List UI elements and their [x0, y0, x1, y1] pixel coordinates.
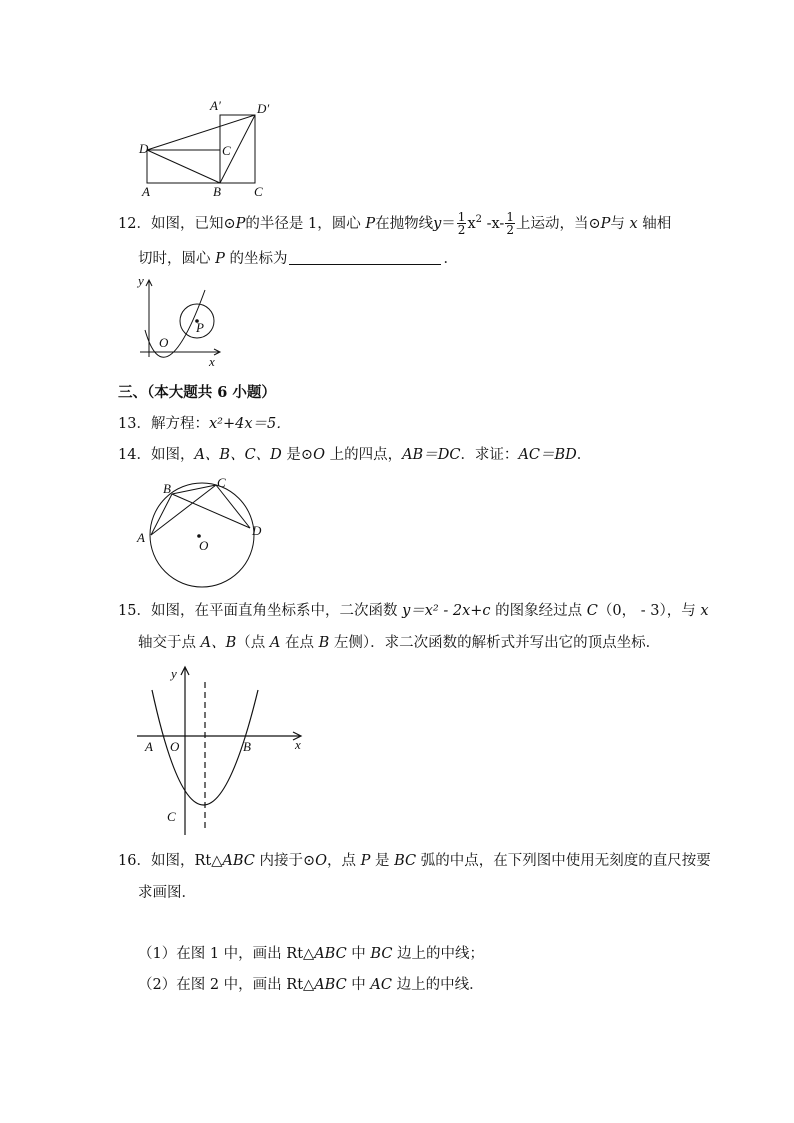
- q12-P: P: [365, 215, 376, 232]
- q16-line-2: 求画图．: [138, 885, 196, 901]
- section-heading: 三、（本大题共 6 小题）: [118, 384, 276, 401]
- q14-points: A、B、C、D: [194, 447, 282, 463]
- q12-text: 与: [610, 215, 630, 232]
- q16-text: 是: [370, 853, 395, 869]
- q12-text: 轴相: [637, 215, 672, 232]
- q16-text: 边上的中线；: [392, 946, 485, 962]
- q15-AB: A、B: [200, 635, 237, 651]
- q14-text: ．: [576, 447, 592, 463]
- q15-x: x: [700, 603, 709, 619]
- q14-line: [118, 445, 591, 465]
- label-D-prime: D′: [257, 101, 270, 116]
- q14-text: 上的四点，: [324, 447, 403, 463]
- q16-ABC: ABC: [314, 977, 347, 993]
- q12-text: 的坐标为: [224, 251, 288, 267]
- figure-q15-parabola: [135, 660, 310, 840]
- q16-P: P: [360, 853, 371, 869]
- q14-given: AB＝DC: [402, 447, 461, 463]
- q12-sup: 2: [475, 214, 482, 225]
- q16-text: （2）在图 2 中，画出 Rt△: [138, 977, 315, 993]
- answer-blank[interactable]: [289, 250, 441, 265]
- q13-line: [118, 414, 291, 434]
- q14-prove: AC＝BD: [518, 447, 577, 463]
- q15-text: 轴交于点: [138, 635, 201, 651]
- label-B: B: [213, 184, 221, 199]
- q15-line-1: [118, 601, 709, 621]
- q12-text: 12．如图，已知⊙: [118, 215, 236, 232]
- label-O: O: [159, 335, 169, 350]
- q16-text: （1）在图 1 中，画出 Rt△: [138, 946, 315, 962]
- label-y: y: [171, 666, 177, 681]
- fraction-half-1: $\frac{1}{2}$: [457, 210, 466, 238]
- q12-P: P: [215, 251, 225, 267]
- label-y: y: [138, 273, 144, 288]
- q13-text: 13．解方程：: [118, 416, 209, 432]
- q16-text: 边上的中线．: [391, 977, 484, 993]
- fraction-half-2: $\frac{1}{2}$: [506, 210, 514, 238]
- q14-O: O: [313, 447, 325, 463]
- label-B: B: [163, 481, 171, 496]
- label-x: x: [209, 354, 215, 369]
- label-D: D: [139, 141, 149, 156]
- q12-text: 在抛物线: [375, 215, 434, 232]
- q12-text: 上运动，当⊙: [515, 215, 601, 232]
- q12-eq: ＝: [441, 215, 456, 232]
- label-A: A: [137, 530, 145, 545]
- q12-x-axis: x: [629, 215, 638, 232]
- q15-A: A: [269, 635, 281, 651]
- label-D: D: [252, 523, 262, 538]
- q12-text: ．: [443, 251, 458, 267]
- q12-P: P: [235, 215, 246, 232]
- q12-y: y: [433, 215, 442, 232]
- q16-BC: BC: [370, 946, 393, 962]
- figure-q11-rectangles: [130, 95, 280, 205]
- q12-line-1: [118, 210, 671, 236]
- q15-C: C: [586, 603, 598, 619]
- label-C: C: [167, 809, 176, 824]
- q15-text: 在点: [280, 635, 319, 651]
- label-B: B: [243, 739, 251, 754]
- q16-line-1: [118, 851, 711, 871]
- q15-line-2: [138, 633, 660, 653]
- label-A-prime: A′: [210, 98, 221, 113]
- q15-function: y＝x² - 2x+c: [402, 603, 491, 619]
- q16-text: 中: [346, 946, 371, 962]
- figure-q12-parabola-circle: [135, 275, 230, 370]
- q12-minus-x: -x-: [482, 215, 505, 232]
- q14-text: 14．如图，: [118, 447, 195, 463]
- q16-text: 16．如图，Rt△: [118, 853, 223, 869]
- q16-sub-2: [138, 975, 484, 995]
- q14-text: 是⊙: [281, 447, 314, 463]
- q16-sub-1: [138, 944, 484, 964]
- q16-text: 中: [346, 977, 371, 993]
- q12-text: 的半径是 1，圆心: [245, 215, 366, 232]
- label-A: A: [142, 184, 150, 199]
- q16-text: 弧的中点，在下列图中使用无刻度的直尺按要: [416, 853, 711, 869]
- q15-text: 左侧）．求二次函数的解析式并写出它的顶点坐标．: [329, 635, 661, 651]
- q16-text: ，点: [327, 853, 361, 869]
- q16-BC: BC: [394, 853, 417, 869]
- q12-x: x: [467, 215, 476, 232]
- q16-O: O: [315, 853, 328, 869]
- q13-equation: x²+4x＝5．: [208, 416, 291, 432]
- q12-line-2: [138, 249, 458, 269]
- q16-ABC: ABC: [222, 853, 255, 869]
- q15-coords: （0， - 3），与: [597, 603, 701, 619]
- q12-text: 切时，圆心: [138, 251, 216, 267]
- q16-text: 内接于⊙: [254, 853, 316, 869]
- label-C-bottom: C: [254, 184, 263, 199]
- q16-AC: AC: [370, 977, 392, 993]
- q15-text: 的图象经过点: [490, 603, 587, 619]
- q12-P: P: [600, 215, 611, 232]
- label-A: A: [145, 739, 153, 754]
- q15-text: 15．如图，在平面直角坐标系中，二次函数: [118, 603, 403, 619]
- label-P: P: [196, 320, 204, 335]
- q15-B: B: [318, 635, 330, 651]
- label-O: O: [199, 538, 209, 553]
- label-O: O: [170, 739, 180, 754]
- figure-q14-circle: [135, 473, 270, 593]
- label-C: C: [217, 475, 226, 490]
- q16-ABC: ABC: [314, 946, 347, 962]
- label-x: x: [295, 737, 301, 752]
- label-C-mid: C: [222, 143, 231, 158]
- q15-text: （点: [236, 635, 270, 651]
- q14-text: ．求证：: [460, 447, 519, 463]
